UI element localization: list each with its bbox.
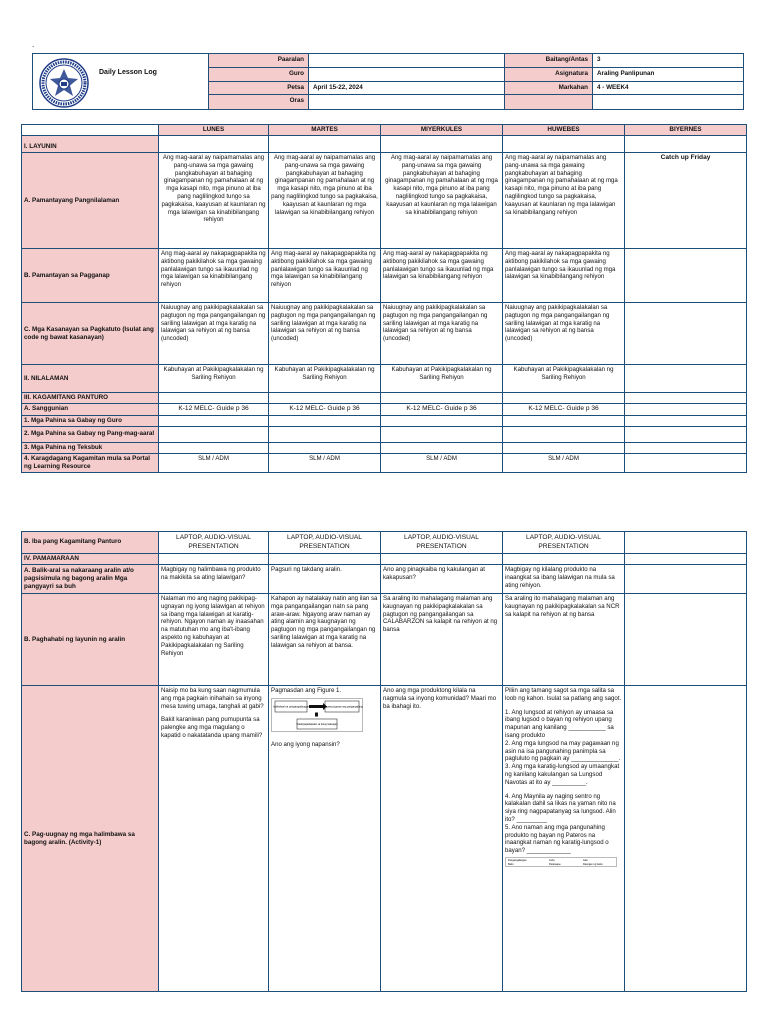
- field-label: Asignatura: [505, 68, 593, 81]
- table-cell: Ang mag-aaral ay nakapagpapakita ng aktibong pakikilahok sa mga gawaing panlalawigan tungo sa ikauunlad ng mga lalawigan sa kinabibilangang rehiyon: [503, 249, 625, 303]
- table-cell: [159, 686, 269, 992]
- table-cell: Kahapon ay natalakay natin ang ilan sa mga pangangailangan natn sa pang araw-araw. Ngayong araw naman ay ating alamin ang kaugnayan ng pagtugon ng mga pangangailangan ng sariling lalawigan at mga karatig na lalawigan sa rehiyon at bansa.: [269, 594, 381, 686]
- table-cell: Ano ang mga produktong kilala na nagmula sa inyong komunidad? Maari mo ba ibahagi ito.: [381, 686, 503, 992]
- table-cell: Nalaman mo ang naging pakikipag-ugnayan ng iyong lalawigan at rehiyon sa ibang mga lalawigan at karatig-rehiyon. Ngayon naman ay inaasahan na matutuhan mo ang iba't-ibang aspekto ng kabuhayan at Pakikipagkalakalan ng Sariling Rehiyon: [159, 594, 269, 686]
- section-nilalaman: II. NILALAMAN: [22, 365, 159, 393]
- document-title: Daily Lesson Log: [99, 69, 157, 76]
- section-row: [22, 393, 747, 404]
- table-cell: Kabuhayan at Pakikipagkalakalan ng Sariling Rehiyon: [503, 365, 625, 393]
- field-label: Markahan: [505, 82, 593, 95]
- table-cell: [625, 249, 747, 303]
- row-label: 3. Mga Pahina ng Teksbuk: [22, 442, 159, 453]
- table-cell: SLM / ADM: [381, 453, 503, 472]
- figure-box-label: Indibidwal na pangangailangan: [273, 705, 309, 709]
- table-cell: Kabuhayan at Pakikipagkalakalan ng Sariling Rehiyon: [159, 365, 269, 393]
- table-cell: [625, 594, 747, 686]
- table-cell: Sa araling ito mahalagang malaman ang kaugnayan ng pakikipagkalakalan sa NCR sa kalapit na rehiyon at ng bansa: [503, 594, 625, 686]
- header: [32, 53, 744, 110]
- table-cell: [625, 453, 747, 472]
- table-cell: Ang mag-aaral ay naipamamalas ang pang-unawa sa mga gawaing pangkabuhayan at bahaging ginagampanan ng pamahalaan at ng mga kasapi nito, mga pinuno at iba pang naglilingkod tungo sa pagkakaisa, kaayusan at kaunlaran ng mga lalawigan sa kinabibilangang rehiyon: [159, 153, 269, 249]
- row-label: 4. Karagdagang Kagamitan mula sa Portal ng Learning Resource: [22, 453, 159, 472]
- word-box-item: Balut: [508, 862, 514, 866]
- day-huwebes: HUWEBES: [503, 125, 625, 136]
- table-cell: Magbigay ng halimbawa ng produkto na makikita sa ating lalawigan?: [159, 565, 269, 594]
- table-cell: K-12 MELC- Guide p 36: [159, 404, 269, 415]
- table-row: [22, 532, 747, 554]
- section-row: [22, 136, 747, 153]
- field-value: [309, 68, 505, 81]
- table-cell: Ang mag-aaral ay naipamamalas ang pang-unawa sa mga gawaing pangkabuhayan at bahaging ginagampanan ng pamahalaan at ng mga kasapi nito, mga pinuno at iba pang naglilingkod tungo sa pagkakaisa, kaayusan at kaunlaran ng mga lalawigan sa kinabibilangang rehiyon: [269, 153, 381, 249]
- table-row: [22, 365, 747, 393]
- question: 1. Ang lungsod at rehiyon ay umaasa sa ibang lugsod o bayan ng rehiyon upang mapunan ang kanilang ___________ sa isang produkto: [505, 708, 614, 740]
- figure-box-label: Pakikipagkalakalan sa ibang lalawigan: [296, 722, 338, 726]
- table-row: [22, 594, 747, 686]
- table-cell: [625, 532, 747, 554]
- section-row: [22, 554, 747, 565]
- row-label: A. Sanggunian: [22, 404, 159, 415]
- table-row: [22, 426, 747, 442]
- table-cell: LAPTOP, AUDIO-VISUAL PRESENTATION: [503, 532, 625, 554]
- table-cell: Ang mag-aaral ay nakapagpapakita ng aktibong pakikilahok sa mga gawaing panlalawigan tungo sa ikauunlad ng mga lalawigan sa kinabibilangang rehiyon: [381, 249, 503, 303]
- word-box-item: Cebu: [549, 858, 555, 862]
- table-cell: Ano ang pinagkaiba ng kakulangan at kakapusan?: [381, 565, 503, 594]
- word-box-item: Daungan ng barko: [583, 862, 603, 866]
- figure-1-diagram: [271, 698, 363, 732]
- row-label: B. Paghahabi ng layunin ng aralin: [22, 594, 159, 686]
- field-value: [593, 95, 743, 109]
- table-cell: SLM / ADM: [269, 453, 381, 472]
- corner-cell: [22, 125, 159, 136]
- field-label: Guro: [209, 68, 309, 81]
- question: 4. Ang Maynila ay naging sentro ng kalakalan dahil sa likas na yaman nito na siya ring nagpapatanyag sa lungsod. Alin ito? _________: [505, 792, 616, 823]
- section-pamamaraan: IV. PAMAMARAAN: [22, 554, 159, 565]
- table-cell: [625, 565, 747, 594]
- table-cell: [625, 404, 747, 415]
- table-row: [22, 686, 747, 992]
- row-label: A. Balik-aral sa nakaraang aralin at/o pagsisimula ng bagong aralin Mga pangyayri sa buh: [22, 565, 159, 594]
- field-label: Baitang/Antas: [505, 54, 593, 67]
- table-cell: Ang mag-aaral ay nakapagpapakita ng aktibong pakikilahok sa mga gawaing panlalawigan tungo sa ikauunlad ng mga lalawigan sa kinabibilangang rehiyon: [159, 249, 269, 303]
- field-label: Oras: [209, 95, 309, 109]
- paragraph: Ano ang iyong napansin?: [271, 740, 340, 748]
- field-value: [309, 95, 505, 109]
- table-cell: Ang mag-aaral ay nakapagpapakita ng aktibong pakikilahok sa mga gawaing panlalawigan tungo sa ikauunlad ng mga lalawigan sa kinabibilangang rehiyon: [269, 249, 381, 303]
- table-cell: SLM / ADM: [503, 453, 625, 472]
- table-cell: [625, 686, 747, 992]
- logo-cell: [33, 54, 209, 109]
- section-kagamitan: III. KAGAMITANG PANTURO: [22, 393, 159, 404]
- paragraph: Bakit karaniwan pang pumupunta sa palengke ang mga magulang o kapatid o nakatatanda upang mamili?: [161, 716, 263, 740]
- day-miyerkules: MIYERKULES: [381, 125, 503, 136]
- table-cell: [625, 365, 747, 393]
- table-cell: Kabuhayan at Pakikipagkalakalan ng Sariling Rehiyon: [381, 365, 503, 393]
- field-label: Paaralan: [209, 54, 309, 67]
- day-lunes: LUNES: [159, 125, 269, 136]
- question: 2. Ang mga lungsod na may pagawaan ng asin na isa pangunahing panimpla sa pagluluto ng pagkain ay ______________.: [505, 739, 621, 763]
- row-label: 2. Mga Pahina sa Gabay ng Pang-mag-aaral: [22, 426, 159, 442]
- table-cell: LAPTOP, AUDIO-VISUAL PRESENTATION: [381, 532, 503, 554]
- table-row: [22, 404, 747, 415]
- row-label: C. Pag-uugnay ng mga halimbawa sa bagong aralin. (Activity-1): [22, 686, 159, 992]
- table-cell: LAPTOP, AUDIO-VISUAL PRESENTATION: [269, 532, 381, 554]
- table-row: [22, 453, 747, 472]
- table-cell: Naiuugnay ang pakikipagkalakalan sa pagtugon ng mga pangangailangan ng sariling lalawigan at mga karatig na lalawigan sa rehiyon at ng bansa (uncoded): [381, 303, 503, 365]
- day-martes: MARTES: [269, 125, 381, 136]
- table-cell: Kabuhayan at Pakikipagkalakalan ng Sariling Rehiyon: [269, 365, 381, 393]
- table-cell: LAPTOP, AUDIO-VISUAL PRESENTATION: [159, 532, 269, 554]
- row-label: 1. Mga Pahina sa Gabay ng Guro: [22, 415, 159, 426]
- row-label: A. Pamantayang Pangnilalaman: [22, 153, 159, 249]
- table-cell: Sa araling ito mahalagang malaman ang kaugnayan ng pakikipagkalakalan sa pagtugon ng pangangailangan sa CALABARZON sa kalapit na rehiyon at ng bansa: [381, 594, 503, 686]
- figure-box-label: Hindi kayang tugunan ang pangangailangan: [318, 705, 363, 709]
- lesson-table-part-2: [21, 531, 747, 992]
- lesson-table-part-1: [21, 124, 747, 473]
- question: 5. Ano naman ang mga pangunahing produkto ng bayan ng Pateros na inaangkat naman ng karatig-lungsod o bayan? _____________: [505, 823, 609, 855]
- field-value: 4 - WEEK4: [597, 83, 629, 91]
- table-cell: [625, 303, 747, 365]
- day-biyernes: BIYERNES: [625, 125, 747, 136]
- paragraph: Naisip mo ba kung saan nagmumula ang mga pagkain inihahain sa inyong mesa tuwing umaga, tanghali at gabi?: [161, 687, 264, 710]
- field-label: Petsa: [209, 82, 309, 95]
- catch-up-friday: Catch up Friday: [625, 153, 747, 249]
- row-label: B. Pamantayan sa Pagganap: [22, 249, 159, 303]
- days-header-row: [22, 125, 747, 136]
- field-value: April 15-22, 2024: [309, 82, 505, 95]
- word-box-item: Pangangailangan: [508, 858, 527, 862]
- question: 3. Ang mga karatig-lungsod ay umaangkat ng kanilang kakulangan sa Lungsod Navotas at ito ay __________.: [505, 763, 620, 786]
- table-cell: Pagsuri ng takdang aralin.: [269, 565, 381, 594]
- field-label: [505, 95, 593, 109]
- deped-seal-icon: [39, 58, 89, 108]
- row-label: B. Iba pang Kagamitang Panturo: [22, 532, 159, 554]
- word-box-item: Paranaque: [549, 862, 561, 866]
- table-row: [22, 565, 747, 594]
- row-label: C. Mga Kasanayan sa Pagkatuto (Isulat ang code ng bawat kasanayan): [22, 303, 159, 365]
- table-row: [22, 249, 747, 303]
- table-cell: Naiuugnay ang pakikipagkalakalan sa pagtugon ng mga pangangailangan ng sariling lalawigan at mga karatig na lalawigan sa rehiyon at ng bansa (uncoded): [269, 303, 381, 365]
- field-value: Araling Panlipunan: [597, 69, 655, 77]
- table-cell: K-12 MELC- Guide p 36: [269, 404, 381, 415]
- table-cell: K-12 MELC- Guide p 36: [381, 404, 503, 415]
- table-row: [22, 415, 747, 426]
- header-fields: [209, 54, 743, 109]
- table-row: [22, 442, 747, 453]
- field-value: 3: [597, 56, 601, 63]
- table-cell: SLM / ADM: [159, 453, 269, 472]
- header-row: [209, 54, 743, 68]
- table-cell: [503, 686, 625, 992]
- word-box-item: Isda: [583, 858, 588, 862]
- table-cell: Ang mag-aaral ay naipamamalas ang pang-unawa sa mga gawaing pangkabuhayan at bahaging ginagampanan ng pamahalaan at ng mga kasapi nito, mga pinuno at iba pang naglilingkod tungo sa pagkakaisa, kaayusan at kaunlaran ng mga lalawigan sa kinabibilangang rehiyon: [503, 153, 625, 249]
- table-row: [22, 303, 747, 365]
- word-box: [505, 857, 617, 867]
- header-row: [209, 95, 743, 109]
- table-cell: Naiuugnay ang pakikipagkalakalan sa pagtugon ng mga pangangailangan ng sariling lalawigan at mga karatig na lalawigan sa rehiyon at ng bansa (uncoded): [503, 303, 625, 365]
- table-cell: Ang mag-aaral ay naipamamalas ang pang-unawa sa mga gawaing pangkabuhayan at bahaging ginagampanan ng pamahalaan at ng mga kasapi nito, mga pinuno at iba pang naglilingkod tungo sa pagkakaisa, kaayusan at kaunlaran ng mga lalawigan sa kinabibilangang rehiyon: [381, 153, 503, 249]
- paragraph: Piliin ang tamang sagot sa mga salita sa loob ng kahon. Isulat sa patlang ang sagot.: [505, 687, 622, 702]
- table-cell: K-12 MELC- Guide p 36: [503, 404, 625, 415]
- header-row: [209, 68, 743, 82]
- table-cell: Naiuugnay ang pakikipagkalakalan sa pagtugon ng mga pangangailangan ng sariling lalawigan at mga karatig na lalawigan sa rehiyon at ng bansa (uncoded): [159, 303, 269, 365]
- paragraph: Pagmasdan ang Figure 1.: [271, 687, 342, 695]
- field-value: [309, 54, 505, 67]
- header-row: [209, 82, 743, 96]
- table-cell: Magbigay ng kilalang produkto na inaangkat sa ibang lalawigan na mula sa ating rehiyon.: [503, 565, 625, 594]
- section-layunin: I. LAYUNIN: [22, 136, 159, 153]
- table-row: [22, 153, 747, 249]
- table-cell: [269, 686, 381, 992]
- page-dot: .: [32, 40, 35, 49]
